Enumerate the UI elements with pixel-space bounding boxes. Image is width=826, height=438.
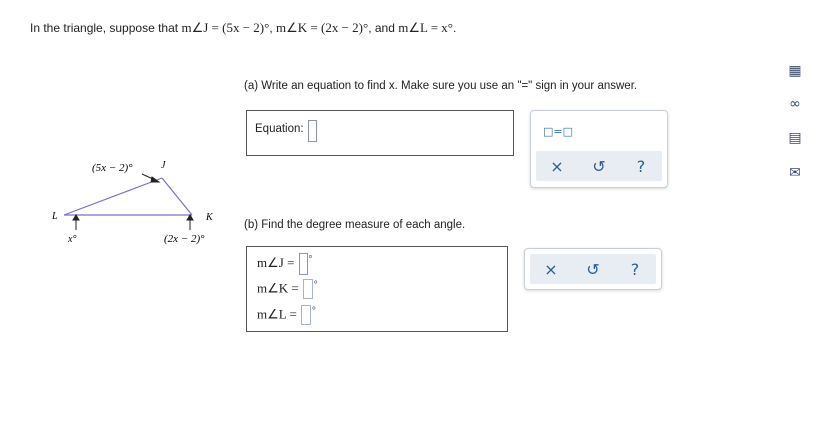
angle-j-label: m∠J = [257,254,295,270]
angle-l-input[interactable] [301,305,311,325]
palette-tool-row [530,254,656,284]
vertex-k-label: K [206,212,213,223]
angle-j-input[interactable] [299,253,308,275]
separator: , [269,21,273,35]
angle-l-expression: x° [68,234,77,245]
problem-intro: In the triangle, suppose that [30,21,179,35]
equation-input[interactable] [308,120,317,142]
angle-k-input[interactable] [303,279,313,299]
angle-k-given: m∠K = (2x − 2)° [276,20,369,35]
link-icon[interactable]: ∞ [789,96,801,112]
math-palette-a [530,110,668,188]
side-jk [162,178,192,215]
part-b-prompt: (b) Find the degree measure of each angle. [244,219,466,231]
clear-icon[interactable]: × [550,156,564,176]
problem-statement [30,20,456,36]
angle-l-given: m∠L = x° [398,20,453,35]
angle-k-expression: (2x − 2)° [164,233,205,245]
undo-icon[interactable]: ↺ [586,259,600,279]
palette-tool-row [536,151,662,181]
equation-label: Equation: [255,123,304,135]
angle-l-row [257,305,316,325]
help-icon[interactable]: ? [630,259,640,279]
angle-k-label: m∠K = [257,280,299,296]
angle-k-row [257,279,318,299]
calculator-icon[interactable]: ▦ [788,63,802,79]
equation-template-button[interactable]: □=□ [543,125,574,138]
clear-icon[interactable]: × [544,259,558,279]
help-icon[interactable]: ? [636,156,646,176]
equation-answer-box [246,110,514,156]
side-lj [64,178,162,215]
angle-j-expression: (5x − 2)° [92,162,133,174]
period: . [453,21,457,35]
part-a-prompt: (a) Write an equation to find x. Make sure you use an "=" sign in your answer. [244,80,638,92]
notes-icon[interactable]: ▤ [788,130,802,146]
angle-j-given: m∠J = (5x − 2)° [181,20,270,35]
angles-answer-box [246,246,508,332]
separator: , and [368,21,395,35]
degree-symbol: ° [314,279,318,289]
math-palette-b [524,248,662,290]
angle-j-row [257,253,312,275]
vertex-l-label: L [52,211,58,222]
degree-symbol: ° [312,305,316,315]
undo-icon[interactable]: ↺ [592,156,606,176]
angle-l-label: m∠L = [257,306,297,322]
triangle-figure [40,150,270,260]
mail-icon[interactable]: ✉ [789,165,801,181]
vertex-j-label: J [161,160,166,171]
degree-symbol: ° [308,253,313,264]
